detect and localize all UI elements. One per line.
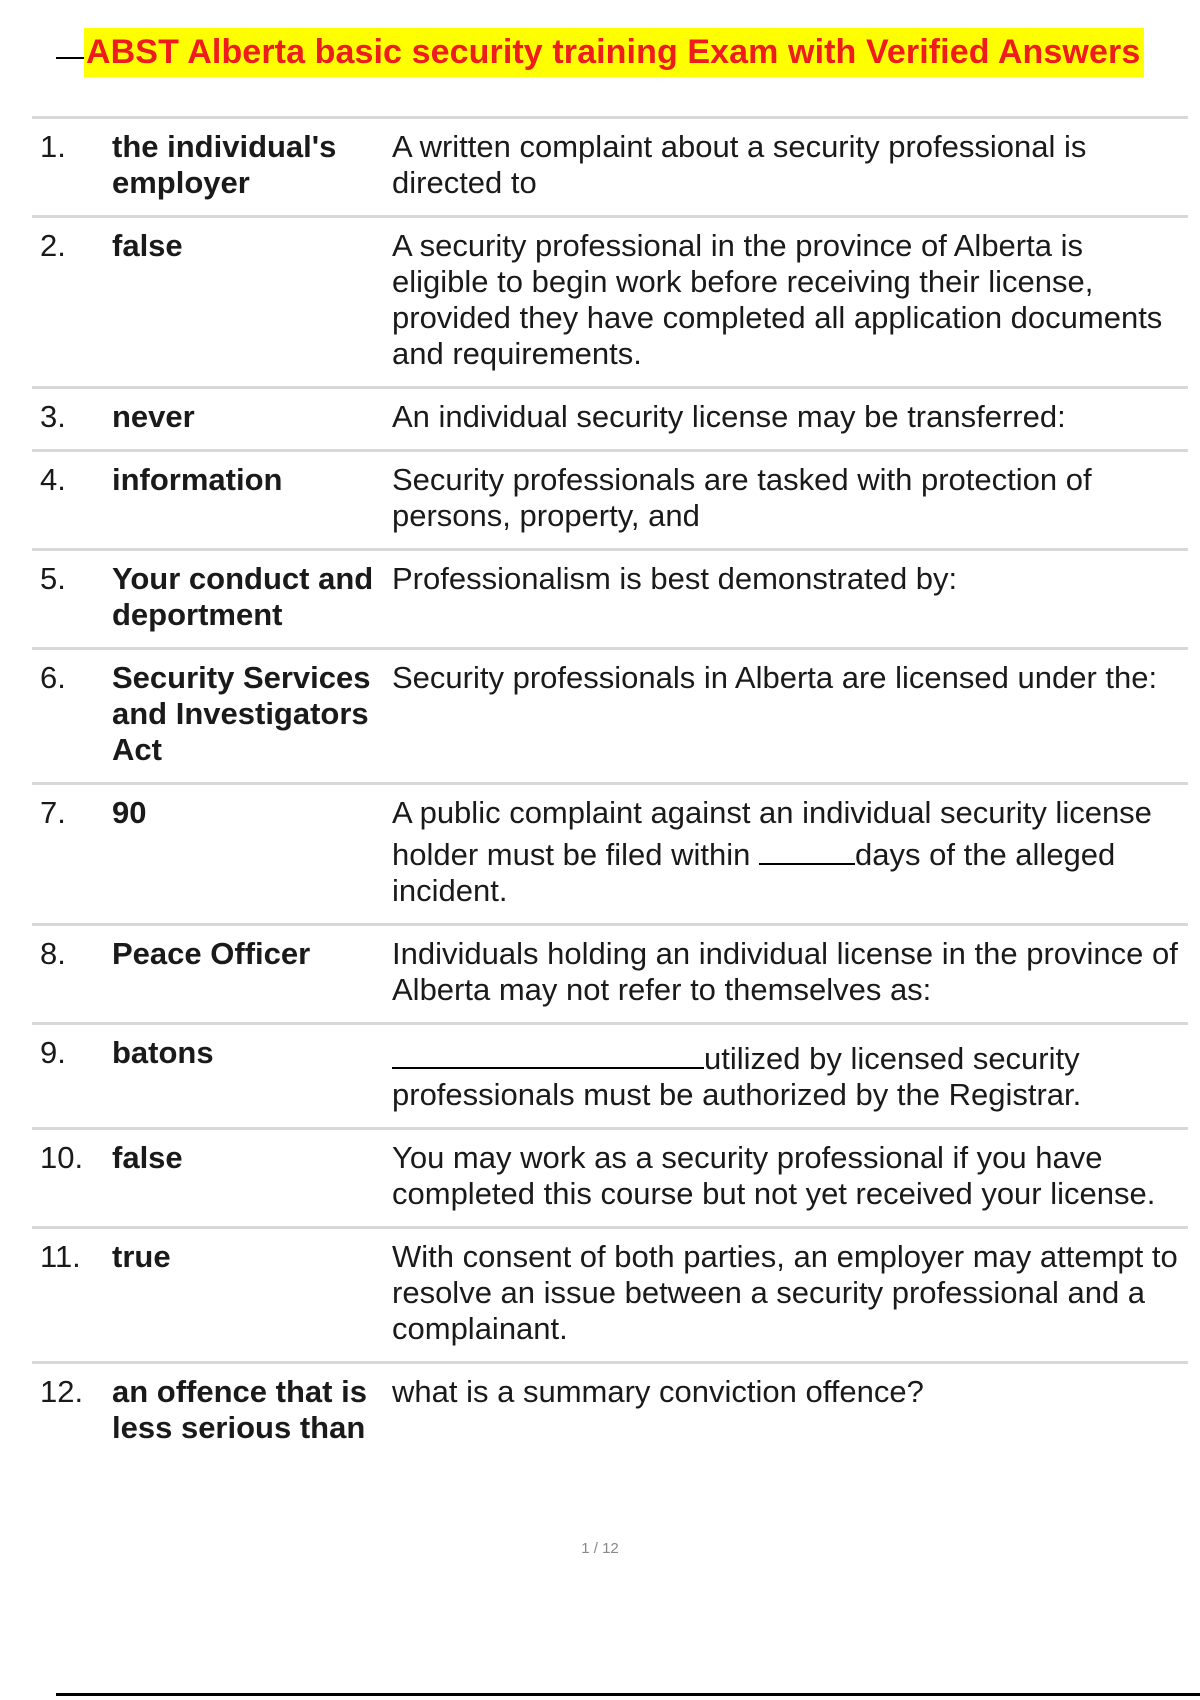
question-number: 2. [40, 228, 66, 263]
table-row [32, 388, 1188, 451]
fill-in-blank-line [392, 1035, 704, 1069]
question-number: 11. [40, 1239, 81, 1274]
question-text [392, 1024, 1188, 1129]
question-text: Security professionals in Alberta are licensed under the: [392, 660, 1158, 695]
table-row [32, 217, 1188, 388]
answer-text: information [112, 462, 283, 497]
question-text: what is a summary conviction offence? [392, 1374, 924, 1409]
fill-in-blank-line [759, 831, 855, 865]
table-row [32, 1024, 1188, 1129]
page-indicator: 1 / 12 [581, 1540, 619, 1557]
table-row [32, 649, 1188, 784]
question-text: Individuals holding an individual license in the province of Alberta may not refer to themselves as: [392, 936, 1178, 1007]
answer-text: false [112, 228, 183, 263]
question-number: 1. [40, 129, 66, 164]
bottom-rule [56, 1693, 1200, 1696]
title-bar [56, 26, 1144, 78]
table-row [32, 1363, 1188, 1451]
question-text: An individual security license may be transferred: [392, 399, 1066, 434]
table-row [32, 784, 1188, 925]
question-text: Security professionals are tasked with protection of persons, property, and [392, 462, 1092, 533]
question-text: A written complaint about a security professional is directed to [392, 129, 1087, 200]
table-row [32, 1228, 1188, 1363]
question-number: 9. [40, 1035, 66, 1070]
qa-table [32, 116, 1188, 1450]
answer-text: Your conduct and deportment [112, 561, 374, 632]
question-text-end: days of the alleged incident. [392, 837, 1116, 908]
question-text-end: utilized by licensed security professionals must be authorized by the Registrar. [392, 1041, 1082, 1112]
question-text: With consent of both parties, an employer may attempt to resolve an issue between a security professional and a complainant. [392, 1239, 1178, 1346]
table-row [32, 1129, 1188, 1228]
answer-text: never [112, 399, 195, 434]
question-text: You may work as a security professional if you have completed this course but not yet received your license. [392, 1140, 1156, 1211]
question-number: 7. [40, 795, 66, 830]
answer-text: false [112, 1140, 183, 1175]
question-number: 6. [40, 660, 66, 695]
table-row [32, 925, 1188, 1024]
question-number: 12. [40, 1374, 84, 1409]
title-dash [56, 57, 84, 59]
table-row [32, 451, 1188, 550]
question-number: 8. [40, 936, 66, 971]
answer-text: Security Services and Investigators Act [112, 660, 371, 767]
table-row [32, 550, 1188, 649]
answer-text: Peace Officer [112, 936, 311, 971]
answer-text: an offence that is less serious than [112, 1374, 367, 1445]
question-number: 4. [40, 462, 66, 497]
question-text: A security professional in the province of Alberta is eligible to begin work before receiving their license, provided they have completed all application documents and requirements. [392, 228, 1163, 371]
document-title: ABST Alberta basic security training Exam with Verified Answers [84, 28, 1144, 77]
answer-text: the individual's employer [112, 129, 337, 200]
question-text [392, 784, 1188, 925]
answer-text: 90 [112, 795, 147, 830]
question-text: Professionalism is best demonstrated by: [392, 561, 958, 596]
question-number: 3. [40, 399, 66, 434]
answer-text: true [112, 1239, 171, 1274]
question-number: 10. [40, 1140, 84, 1175]
answer-text: batons [112, 1035, 214, 1070]
question-number: 5. [40, 561, 66, 596]
question-text-start: A public complaint against an individual security license holder must be filed within [392, 795, 1152, 872]
table-row [32, 118, 1188, 217]
